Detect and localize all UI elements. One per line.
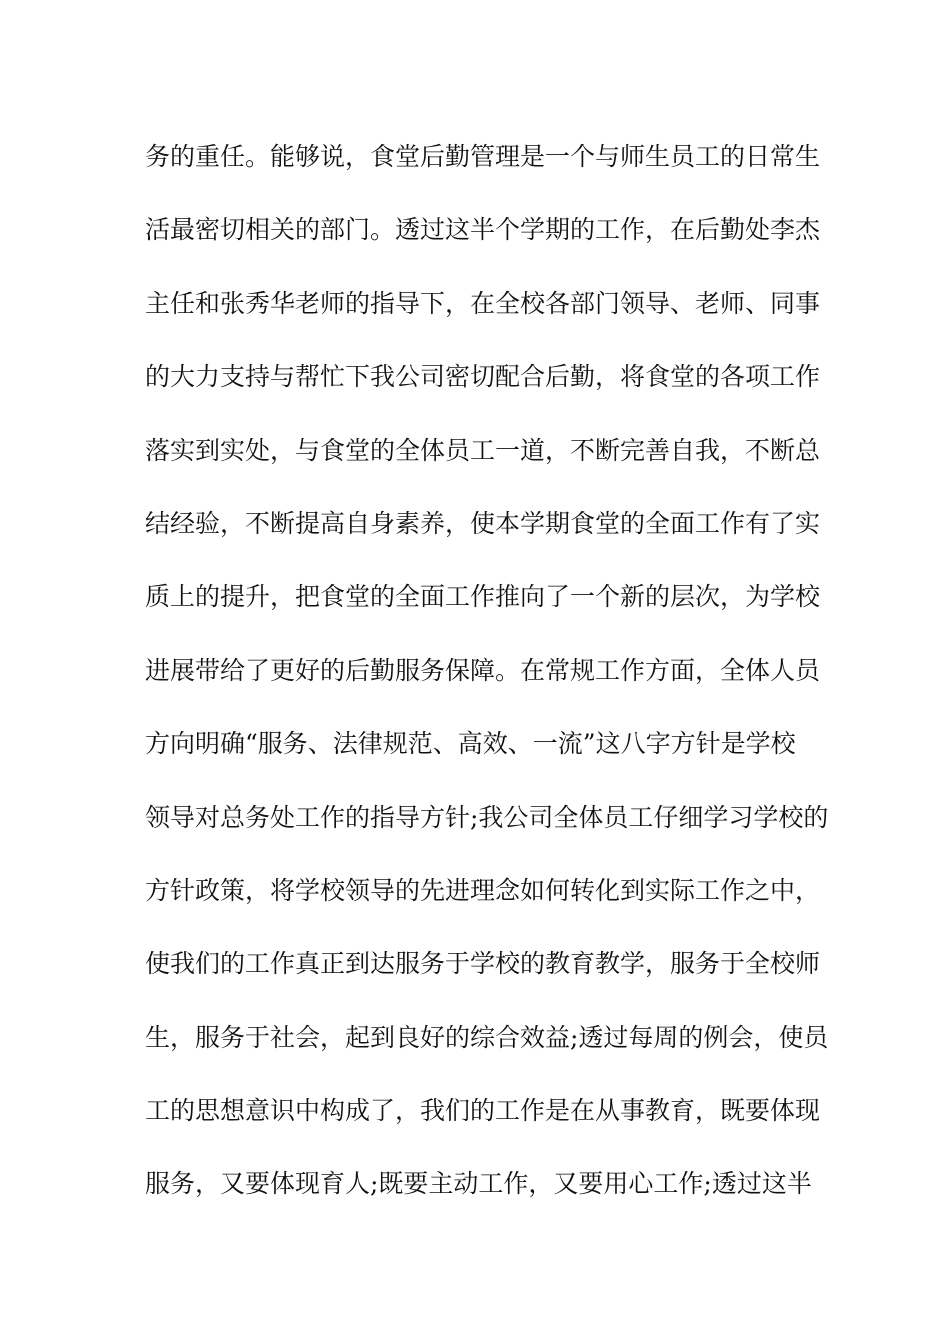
text-line: 的大力支持与帮忙下我公司密切配合后勤，将食堂的各项工作 bbox=[145, 362, 821, 392]
text-line: 领导对总务处工作的指导方针;我公司全体员工仔细学习学校的 bbox=[145, 802, 829, 832]
text-line: 务的重任。能够说，食堂后勤管理是一个与师生员工的日常生 bbox=[145, 142, 821, 171]
text-line: 活最密切相关的部门。透过这半个学期的工作，在后勤处李杰 bbox=[145, 215, 821, 245]
text-line: 落实到实处，与食堂的全体员工一道，不断完善自我，不断总 bbox=[145, 435, 821, 465]
text-line: 进展带给了更好的后勤服务保障。在常规工作方面，全体人员 bbox=[145, 655, 821, 685]
text-line: 工的思想意识中构成了，我们的工作是在从事教育，既要体现 bbox=[145, 1096, 821, 1126]
text-line: 结经验，不断提高自身素养，使本学期食堂的全面工作有了实 bbox=[145, 508, 821, 538]
text-line: 服务，又要体现育人;既要主动工作，又要用心工作;透过这半 bbox=[145, 1169, 812, 1199]
text-line: 方针政策，将学校领导的先进理念如何转化到实际工作之中， bbox=[145, 875, 821, 905]
text-line: 方向明确“服务、法律规范、高效、一流”这八字方针是学校 bbox=[145, 729, 796, 759]
text-line: 使我们的工作真正到达服务于学校的教育教学，服务于全校师 bbox=[145, 949, 821, 979]
text-line: 质上的提升，把食堂的全面工作推向了一个新的层次，为学校 bbox=[145, 582, 821, 612]
body-text bbox=[145, 132, 829, 1233]
text-line: 主任和张秀华老师的指导下，在全校各部门领导、老师、同事 bbox=[145, 288, 821, 318]
text-line: 生，服务于社会，起到良好的综合效益;透过每周的例会，使员 bbox=[145, 1022, 829, 1052]
